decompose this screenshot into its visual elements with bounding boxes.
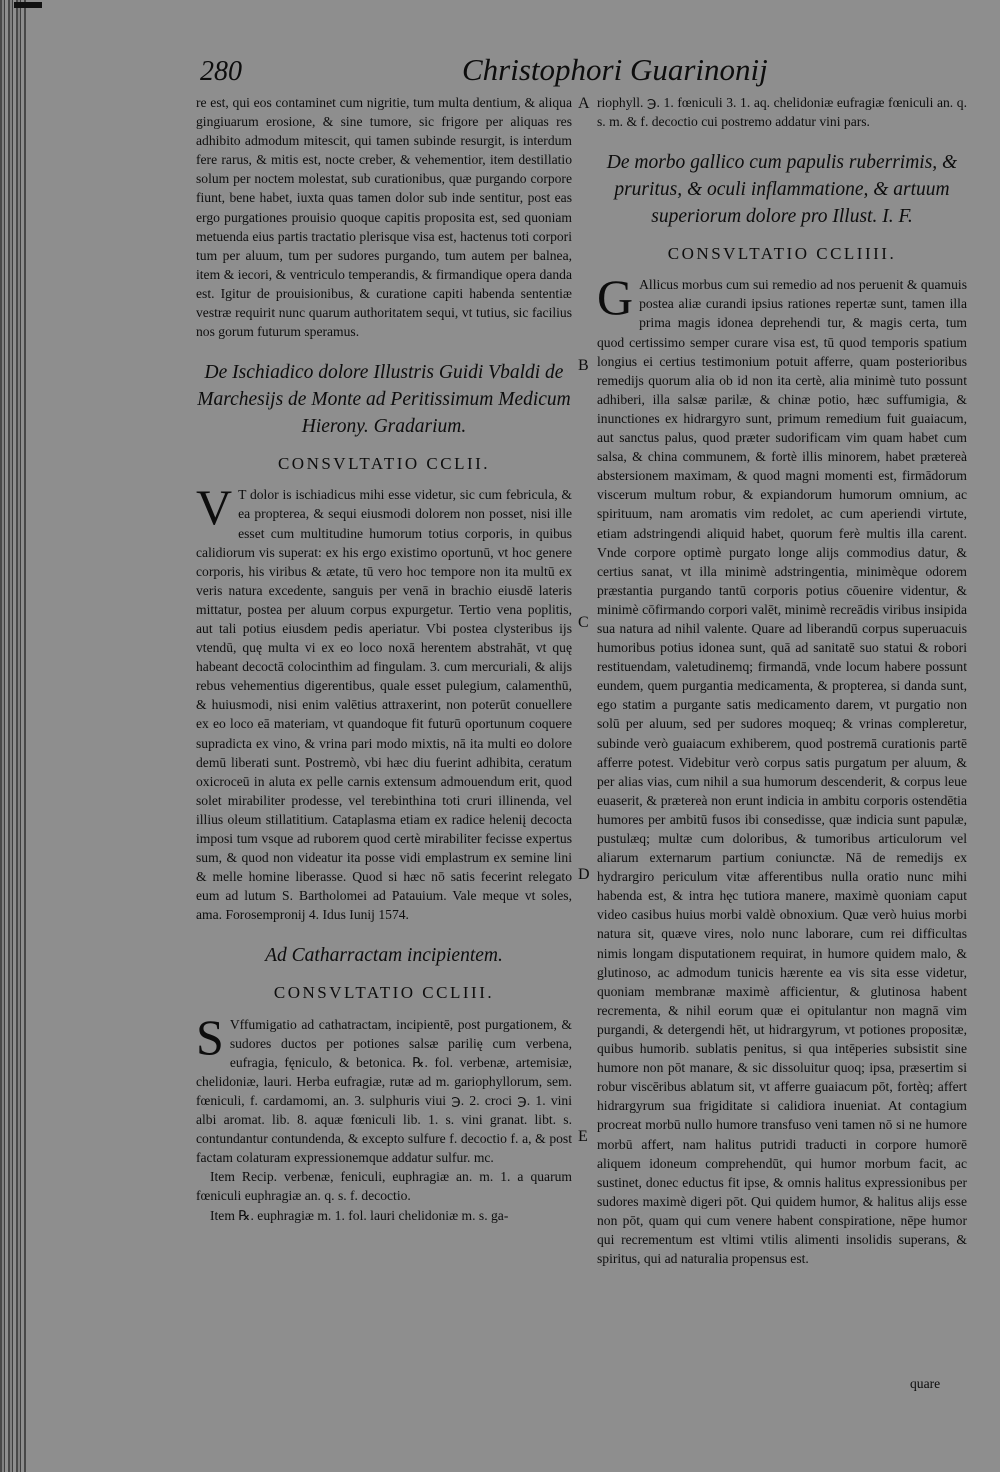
recipe-item-1: Item Recip. verbenæ, feniculi, euphragiæ an. m. 1. a quarum fœniculi euphragiæ an. q. s. f. decoctio. (196, 1169, 572, 1204)
consultatio-253-body (196, 1008, 572, 1168)
consultatio-254-text: Allicus morbus cum sui remedio ad nos peruenit & quamuis postea aliæ curandi ipsius rationes repertæ sunt, tamen illa prima magis idonea deprehendi tur, & magis certa, tum quod certissimo semper curare visa est, tū quod temporis spatium longius ei certius testimonium potuit afferre, quam posterioribus remedijs quorum alia ob id non ita certè, alia minimè tuto possunt adhiberi, illa salsæ parilæ, & chinæ potio, hæc suffumigia, & inunctiones ex hidrargyro sunt, primum remedium fuit guaiacum, aut sanctus palus, quod præter sudorificam vim quam habet cum salsa, & china communem, & fortè illis minorem, habet prætereà abstersionem maximam, & quod magni momenti est, firmādorum viscerum multum robur, & expiandorum humorum omnium, ac spirituum, nam aromatis vim redolet, ac cum aperiendi virtute, etiam adstringendi aliquid habet, quorum ferè multis illa carent. Vnde corpore optimè purgato longe alijs commodius datur, & certius sanat, vt illa minimè adstringentia, minimèque odorem præstantia purgando tantū corporis potius cōuenire videntur, & minimè cōfirmando corpori valēt, minimè recreādis viribus insipida sua natura ad nihil valente. Quare ad liberandū corpus superuacuis humoribus potius idonea sunt, quā ad sanitatē suo statui & robori restituendam, valetudinemq; firmandā, vnde locum habere possunt eundem, quem purgantia medicamenta, & propterea, si danda sunt, ego statim a purgante satis medicamento darem, vt purgatio non solū per aluum, sed per sudores moqueq; & vrinas compleretur, subinde verò guaiacum exhiberem, quod postremā curationis partē afferre potest. Videbitur verò corpus satis purgatum per aluum, & per alias vias, cum nihil a sua humorum descenderit, & corpus leue euaserit, & prætereà non erunt indicia in ambitu corporis ostendētia humores per ambitū fusos ibi consedisse, quæ indicia sunt papulæ, pustulæq; multæ cum doloribus, & tumoribus articulorum vel aliarum externarum partium coniunctæ. Nā de remedijs ex hydrargiro periculum vitæ afferentibus nulla oratio nunc mihi habenda est, & intra hęc tutiora manere, maximè quoniam caput video casibus huius morbi valdè obnoxium. Quæ verò huius morbi natura sit, quæve vires, nolo nunc laborare, cum rei difficultas nimis longam disputationem requirat, in humore quidem malo, & glutinoso, ac admodum tunicis hærente ea vis sita esse videtur, quoniam membranæ maximè afficientur, & glutinosa habent recrementa, & nihil eorum quæ ei opitulantur non magnā vim purgandi, & detergendi hēt, ut hidrargyrum, vt potiones propositæ, quibus humorib. sublatis penitus, si qua intēperies subsistit sine humore non pōt manare, & sic dissoluitur quoq; ipsa, præsertim si robur viscēribus ablatum sit, vt afferre guaiacum pōt, fortèq; affert hidrargyrum sua frigiditate si calidiora inueniat. At contagium procreat morbū nullo humore transfuso veni tamen nō si ne humore morbū affert, nam halitus putridi traducti in corpore humorē aliquem idoneum comprehendūt, qui humor morbum facit, ac sustinet, donec eductus fit ipse, & omnis halitus expressionibus per sudores maximè digeri pōt. Qui quidem humor, & halitus alijs esse non pōt, quam qui cum venere habent conspiratione, nēpe humor qui recrementum est vltimi vtilis alimenti insolidis superans, & spiritus, qui ad naturalia propensus est. (597, 277, 967, 1267)
margin-letter-a: A (578, 95, 590, 112)
heading-consultatio-252: De Ischiadico dolore Illustris Guidi Vbaldi de Marchesijs de Monte ad Peritissimum Medicum Hierony. Gradarium. (197, 362, 571, 438)
consultatio-254-body (597, 269, 967, 1268)
consultatio-252-body (196, 479, 572, 924)
dropcap-s: S (196, 1008, 224, 1065)
consultatio-253-label: CONSVLTATIO CCLIII. (273, 983, 495, 1003)
left-opening-text: re est, qui eos contaminet cum nigritie, tum multa dentium, & aliqua gingiuarum erosione, & sine tumore, sic frigore per aliquas res adhibito admodum mitescit, qui tamen subinde resurgit, is interdum fere rarus, & mitis est, nocte creber, & vehementior, item destillatio solum per noctem molestat, sub curationibus, quæ purgando corpore fiunt, bene habet, iuxta quas tamen dolor sub inde sentitur, post eas ergo purgationes prouisio quoque capitis proposita est, sed quoniam metuenda eius partis tractatio plerisque visa est, hactenus toti corpori tum per aluum, tum per sudores purgando, tum autem per balnea, item & iecori, & ventriculo temperandis, & firmandique opera danda est. Igitur de prouisionibus, & curatione capiti habenda sententiæ vestræ requirit nunc quarum authoritatem sequi, vt tutius, sic facilius nos gorum futurum speramus. (196, 95, 572, 340)
consultatio-252-text: T dolor is ischiadicus mihi esse videtur, sic cum febricula, & ea propterea, & sequi eiusmodi dolorem non posset, nisi ille esset cum multitudine humorum totius corporis, in quibus calidiorum vis superat: ex his ergo existimo oportunū, vt hoc genere corporis, his viribus & ætate, tū vero hoc tempore non ita multū ex veris natura excedente, sanguis per venā in brachio eiusdē lateris mittatur, postea per aluum corpus expurgetur. Tertio vena poplitis, aut tali potius eiusdem pedis aperiatur. Vbi postea clysteribus ijs vtendū, quę multa vi ex eo loco noxā herentem abstrahāt, vt quę habeant decoctā colocinthim ad fingulam. 3. cum mercuriali, & alijs rebus vehementius digerentibus, quale esset pulegium, calamenthū, & huiusmodi, nisi enim valētius attraxerint, non poterūt conuellere ex eo loco eā materiam, vt quandoque fit futurū oportunum coquere supradicta ex vino, & vrina pari modo mixtis, nā ita multi eo dolore demū liberati sunt. Postremò, vbi hæc diu fuerint adhibita, ceratum oxicroceū in aluta ex pelle carnis extensum admouendum erit, quod solet mirabiliter prodesse, vel terebinthina toti cruri illinenda, vel illius oleum stillatitium. Cataplasma etiam ex radice heleniį decocta imposi tum vsque ad ruborem quod certè mirabiliter fecisse expertus sum, & quod non videatur ita posse vidi emplastrum ex semine lini & melle homine liberasse. Quod si hæc nō satis fecerint relegato eum ad lutum S. Bartholomei ad Patauium. Vale meque vt soles, ama. Forosempronij 4. Idus Iunij 1574. (196, 487, 572, 923)
binding-edge (0, 0, 26, 1472)
margin-letter-b: B (578, 357, 589, 374)
consultatio-252-label: CONSVLTATIO CCLII. (277, 454, 491, 474)
running-title: Christophori Guarinonij (462, 52, 768, 87)
dropcap-v: V (196, 479, 233, 536)
heading-consultatio-253: Ad Catharractam incipientem. (265, 945, 503, 967)
consultatio-254-label: CONSVLTATIO CCLIIII. (667, 244, 897, 264)
page-number: 280 (200, 56, 242, 87)
catchword: quare (910, 1376, 941, 1391)
margin-letter-d: D (578, 866, 590, 883)
corner-mark (14, 2, 42, 8)
consultatio-253-text: Vffumigatio ad cathatractam, incipientē, post purgationem, & sudores ductos per potiones salsæ parilię cum verbena, eufragia, fęniculo, & betonica. ℞. fol. verbenæ, artemisiæ, chelidoniæ, lauri. Herba eufragiæ, rutæ ad m. gariophyllorum, sem. fœniculi, f. cardamomi, an. 3. sulphuris viui ℈. 2. croci ℈. 1. vini albi aromat. lib. 8. aquæ fœniculi lib. 1. s. vini granat. libt. s. contundantur contundenda, & excepto sulfure f. decoctio f. a, & post factam colaturam expressionemque addatur sulfur. mc. (196, 1016, 572, 1166)
left-column (196, 93, 572, 1225)
margin-letter-c: C (578, 614, 589, 631)
recipe-item-2: Item ℞. euphragiæ m. 1. fol. lauri chelidoniæ m. s. ga- (210, 1207, 509, 1223)
heading-consultatio-254: De morbo gallico cum papulis ruberrimis, & pruritus, & oculi inflammatione, & artuum superiorum dolore pro Illust. I. F. (606, 152, 958, 228)
dropcap-g: G (597, 269, 634, 326)
right-opening-text: riophyll. ℈. 1. fœniculi 3. 1. aq. chelidoniæ eufragiæ fœniculi an. q. s. m. & f. decoctio cui postremo addatur vini pars. (597, 95, 967, 130)
right-column (597, 93, 967, 1268)
page-header (200, 52, 768, 96)
margin-letter-e: E (578, 1128, 588, 1145)
